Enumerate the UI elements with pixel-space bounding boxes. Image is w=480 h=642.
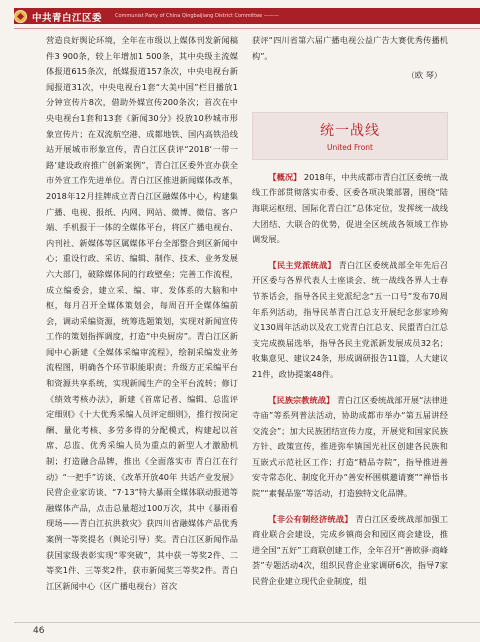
header-title-cn: 中共青白江区委 [32,13,103,24]
intro-signature: （欧 琴） [406,70,442,81]
header-title-en: Communist Party of China Qingbaijiang District Committee ——— [115,12,279,19]
block-ethnic-religious-paragraph [252,393,448,502]
block-overview [252,170,448,248]
section-title: 统一战线 [320,122,380,139]
page-header [0,0,480,26]
section-subtitle: United Front [327,142,373,152]
block-ethnic-religious-text: 青白江区委统战部开展“法律进寺庙”等系列普法活动，协助成都市举办“第五届讲经交流会”；加大民族团结宣传力度，开展党和国家民族方针、政策宣传，推进弥牟镇国光社区创建各民族和互嵌式示范社区工作；打造“精品寺院”，指导推进善安寺常态化、制度化开办“善安杯围棋邀请赛”“禅悟书院”“素餐品鉴”等活动，打造独特文化品牌。 [252,394,448,499]
block-overview-paragraph [252,170,448,248]
party-emblem-icon [14,10,27,23]
header-divider [14,28,480,29]
left-column-text: 营造良好舆论环境，全年在市级以上媒体刊发新闻稿件3 900条，较上年增加1 500条，其中央级主流媒体报道615条次，纸媒报道157条次，中央电视台新闻报道31次，中央电视台1套“大美中国”栏目播放1分钟宣传片8次，借助外媒宣传200条次；首次在中央电视台1套和13套《新闻30分》投放10秒城市形象宣传片；在双流航空港、成都地铁、国内高铁沿线站开展城市形象宣传，青白江区获评“2018‘一带一路’建设政府推广创新案例”，青白江区委外宣办获全市外宣工作先进单位。青白江区推进新闻媒体改革，2018年12月挂牌成立青白江区融媒体中心，构建集广播、电视、报纸、内网、网站、微博、微信、客户端、手机报于一体的全媒体平台，将区广播电视台、内刊社、新媒体等区属媒体平台全部整合到区新闻中心；重设行政、采访、编辑、制作、技术、业务发展六大部门，破除媒体间的行政壁垒；完善工作流程，成立编委会，建立采、编、审、发体系的大脑和中枢，每月召开全媒体策划会，每周召开全媒体编前会，调动采编资源，统筹选题策划，实现对新闻宣传工作的策划指挥调度，打造“中央厨房”。青白江区新闻中心新建《全媒体采编审流程》，绘制采编发业务流程图，明确各个环节职能职责；升级方正采编平台和资源共享系统，实现新闻生产的全平台流转；修订《绩效考核办法》，新建《首席记者、编辑、总监评定细则》《十大优秀采编人员评定细则》，推行按岗定酬、量化考核、多劳多得的分配模式，构建起以首席、总监、优秀采编人员为重点的新型人才激励机制；打造融合品牌，推出《全面落实市 青白江在行动》“一把手”访谈、《改革开放40年 共话产业发展》民营企业家访谈、“7·13”特大暴雨全媒体联动报道等融媒体产品，点击总量超过100万次，其中《暴雨看现场——青白江抗洪救灾》获四川省融媒体产品优秀案例一等奖提名（舆论引导）奖。青白江区新闻作品获国家级表彰实现“零突破”，其中获一等奖2件、二等奖1件、三等奖2件，获市新闻奖三等奖2件。青白江区新闻中心（区广播电视台）首次 [46,35,238,591]
page-number: 46 [33,626,45,636]
block-overview-text: 2018年，中共成都市青白江区委统一战线工作部贯彻落实市委、区委各项决策部署，围绕“陆海联运枢纽、国际化青白江”总体定位，发挥统一战线大团结、大联合的优势，促进全区统战各领域工作协调发展。 [252,171,448,245]
block-democratic-parties-tag: 【民主党派统战】 [268,259,336,270]
block-ethnic-religious [252,393,448,502]
block-non-public-economy-text: 青白江区委统战部加强工商业联合会建设，完成乡镇商会和园区商会建设，推进全国“五好”工商联创建工作，全年召开“善欧驿·商峰荟”专题活动4次，组织民营企业家调研6次，指导7家民营企业建立现代企业制度，组 [252,513,448,587]
block-ethnic-religious-tag: 【民族宗教统战】 [268,394,335,405]
block-non-public-economy [252,512,448,590]
block-democratic-parties [252,258,448,383]
block-democratic-parties-paragraph [252,258,448,383]
block-democratic-parties-text: 青白江区委统战部全年先后召开区委与各界代表人士座谈会、统一战线各界人士春节茶话会，指导各民主党派纪念“五一口号”发布70周年系列活动，指导民革青白江总支开展纪念彭家珍殉义130周年活动以及农工党青白江总支、民盟青白江总支完成换届选举，指导各民主党派新发展成员32名；收集意见、建议24条，形成调研报告11篇，人大建议21件，政协提案48件。 [252,259,448,379]
intro-text: 获评“四川省第六届广播电视公益广告大赛优秀传播机构”。 [252,35,448,61]
right-column [252,33,448,590]
block-non-public-economy-paragraph [252,512,448,590]
block-overview-tag: 【概况】 [268,171,302,182]
block-non-public-economy-tag: 【非公有制经济统战】 [268,513,353,524]
left-column [46,33,238,594]
footer-divider [14,622,480,623]
section-heading-box [252,112,448,160]
